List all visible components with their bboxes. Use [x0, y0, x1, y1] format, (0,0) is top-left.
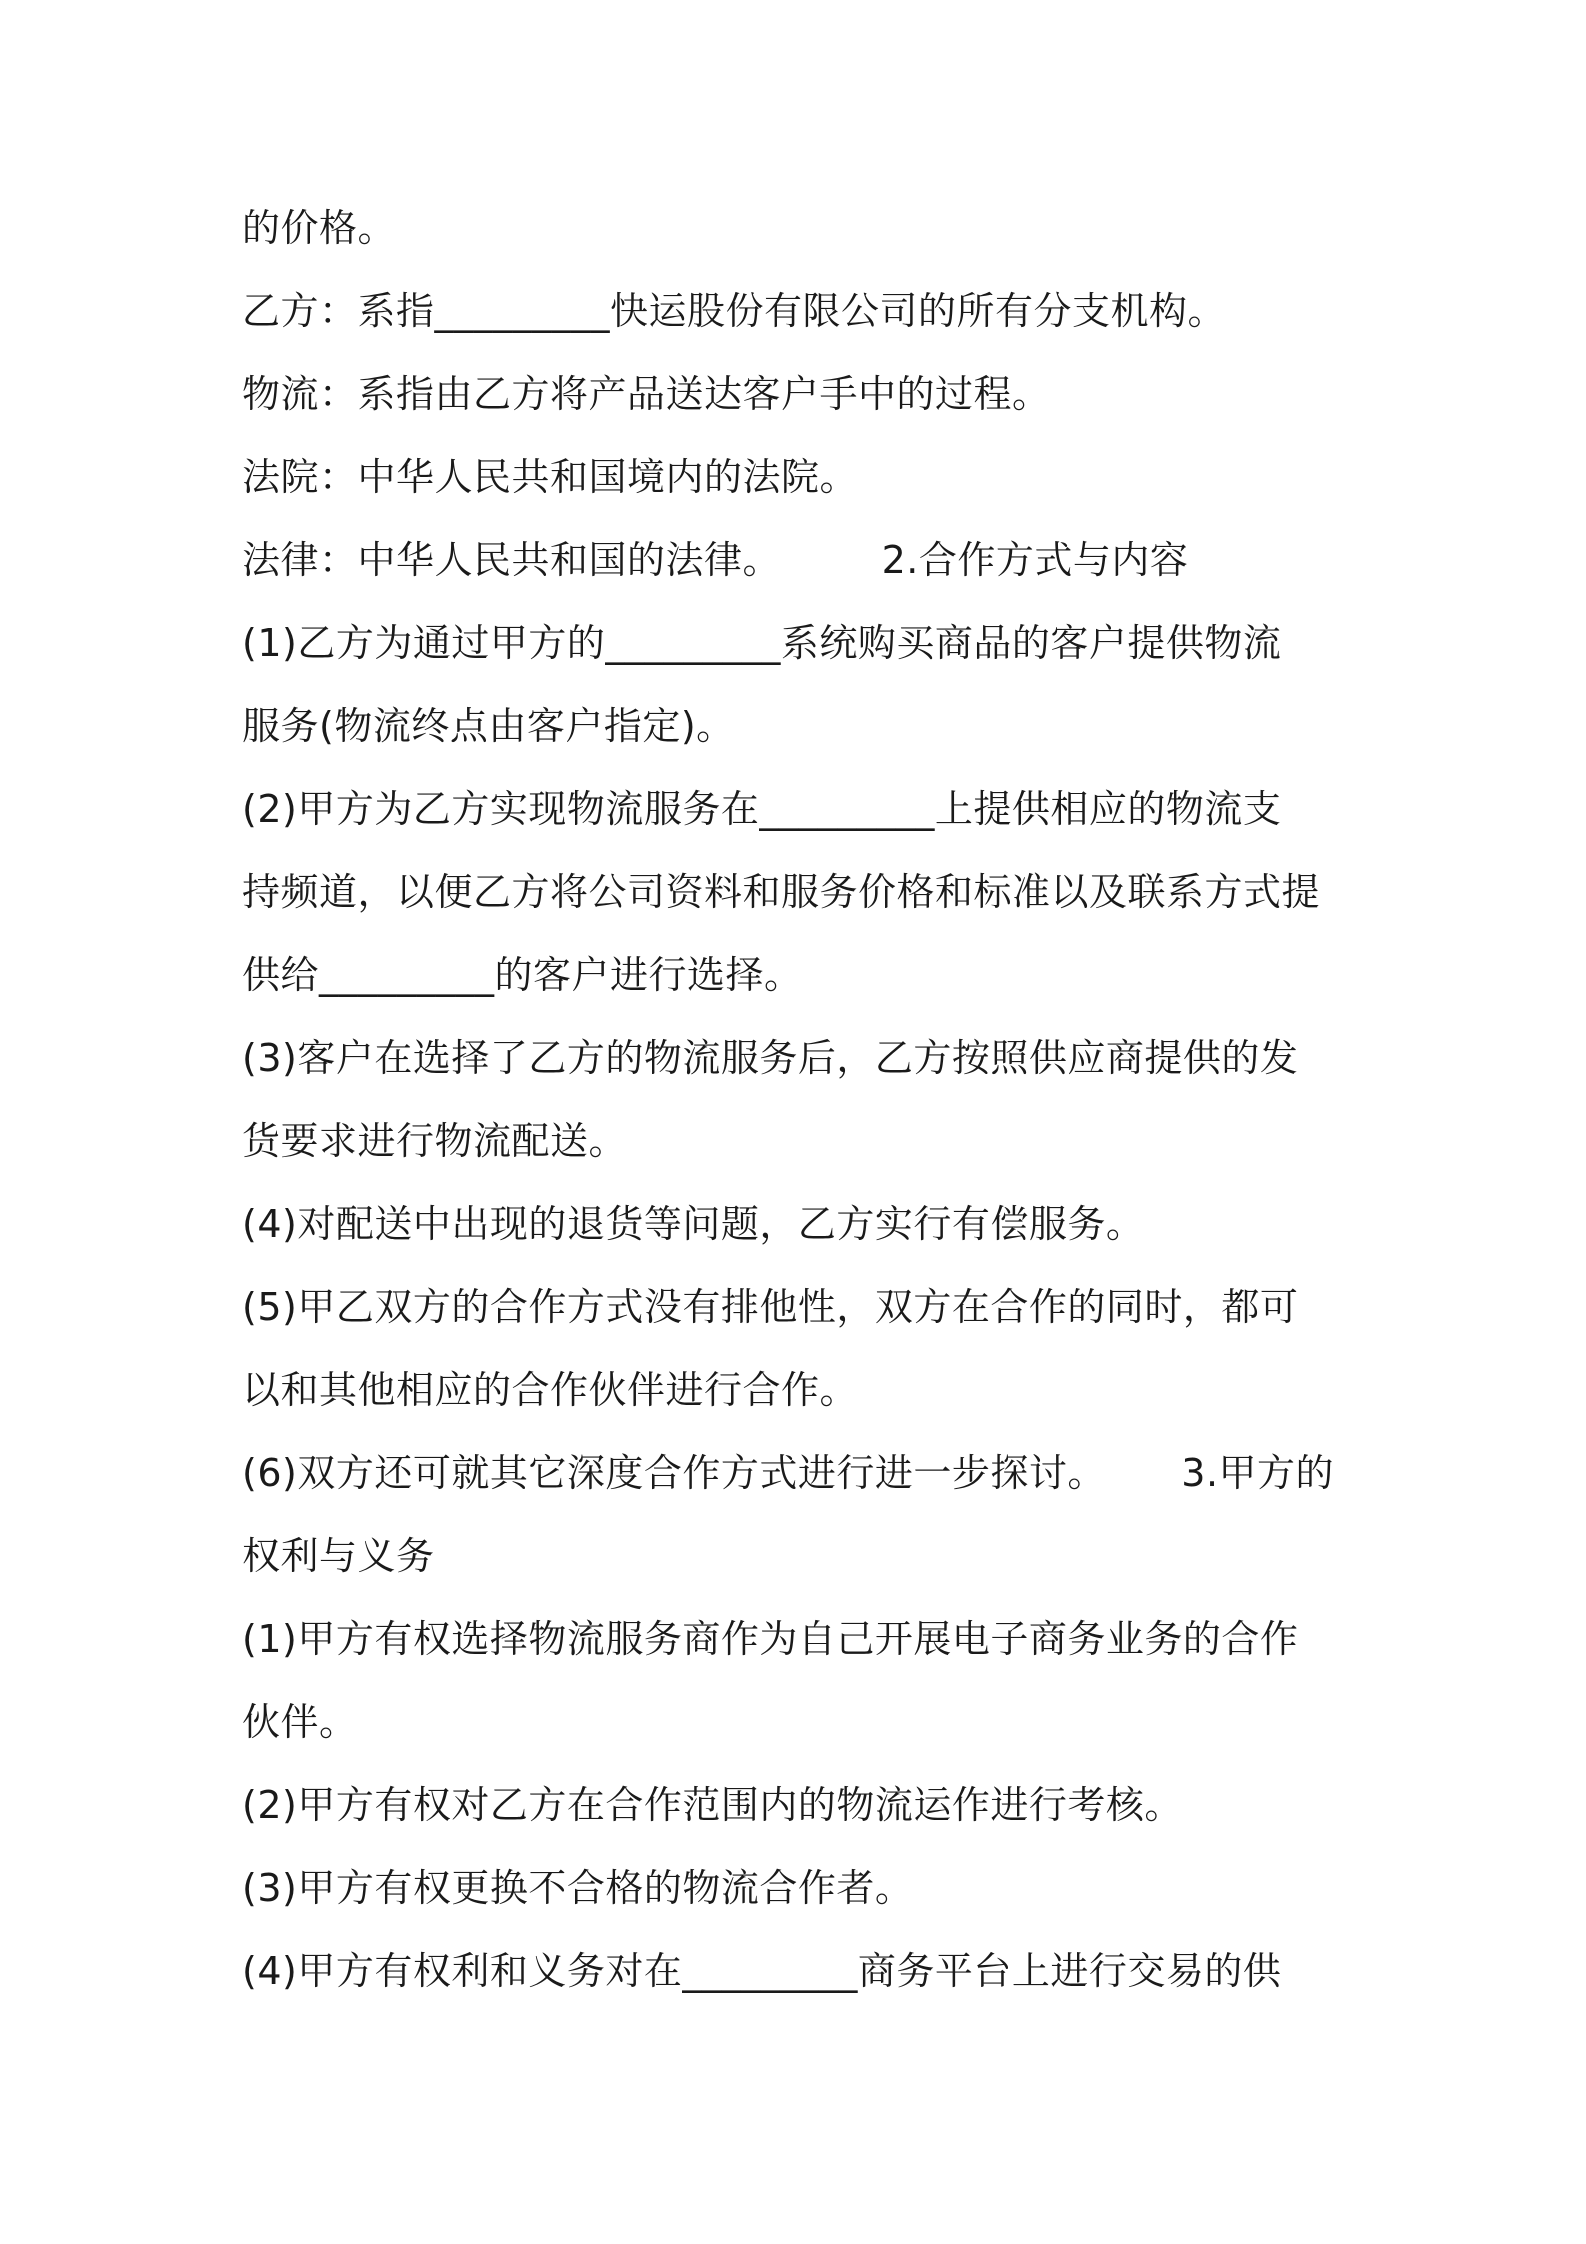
text-line: (2)甲方为乙方实现物流服务在_________上提供相应的物流支: [242, 787, 1282, 831]
text-line: 持频道，以便乙方将公司资料和服务价格和标准以及联系方式提: [242, 870, 1321, 914]
text-line: 货要求进行物流配送。: [242, 1119, 628, 1163]
text-line: (4)甲方有权利和义务对在_________商务平台上进行交易的供: [242, 1949, 1282, 1993]
text-line: (3)客户在选择了乙方的物流服务后，乙方按照供应商提供的发: [242, 1036, 1299, 1080]
text-line: 服务(物流终点由客户指定)。: [242, 704, 735, 748]
document-body: [242, 200, 1352, 2026]
text-line: 以和其他相应的合作伙伴进行合作。: [242, 1368, 859, 1412]
text-line: 法院：中华人民共和国境内的法院。: [242, 455, 859, 499]
text-line: 权利与义务: [242, 1534, 435, 1578]
text-line: 法律：中华人民共和国的法律。 2.合作方式与内容: [242, 538, 1189, 582]
text-line: 供给_________的客户进行选择。: [242, 953, 803, 997]
text-line: (1)乙方为通过甲方的_________系统购买商品的客户提供物流: [242, 621, 1282, 665]
text-line: 伙伴。: [242, 1700, 358, 1744]
text-line: (2)甲方有权对乙方在合作范围内的物流运作进行考核。: [242, 1783, 1183, 1827]
text-line: 乙方：系指_________快运股份有限公司的所有分支机构。: [242, 289, 1227, 333]
text-line: (1)甲方有权选择物流服务商作为自己开展电子商务业务的合作: [242, 1617, 1299, 1661]
text-line: 的价格。: [242, 206, 397, 250]
text-line: (3)甲方有权更换不合格的物流合作者。: [242, 1866, 914, 1910]
text-line: (6)双方还可就其它深度合作方式进行进一步探讨。 3.甲方的: [242, 1451, 1335, 1495]
text-line: 物流：系指由乙方将产品送达客户手中的过程。: [242, 372, 1051, 416]
text-line: (4)对配送中出现的退货等问题，乙方实行有偿服务。: [242, 1202, 1145, 1246]
text-line: (5)甲乙双方的合作方式没有排他性，双方在合作的同时，都可: [242, 1285, 1299, 1329]
